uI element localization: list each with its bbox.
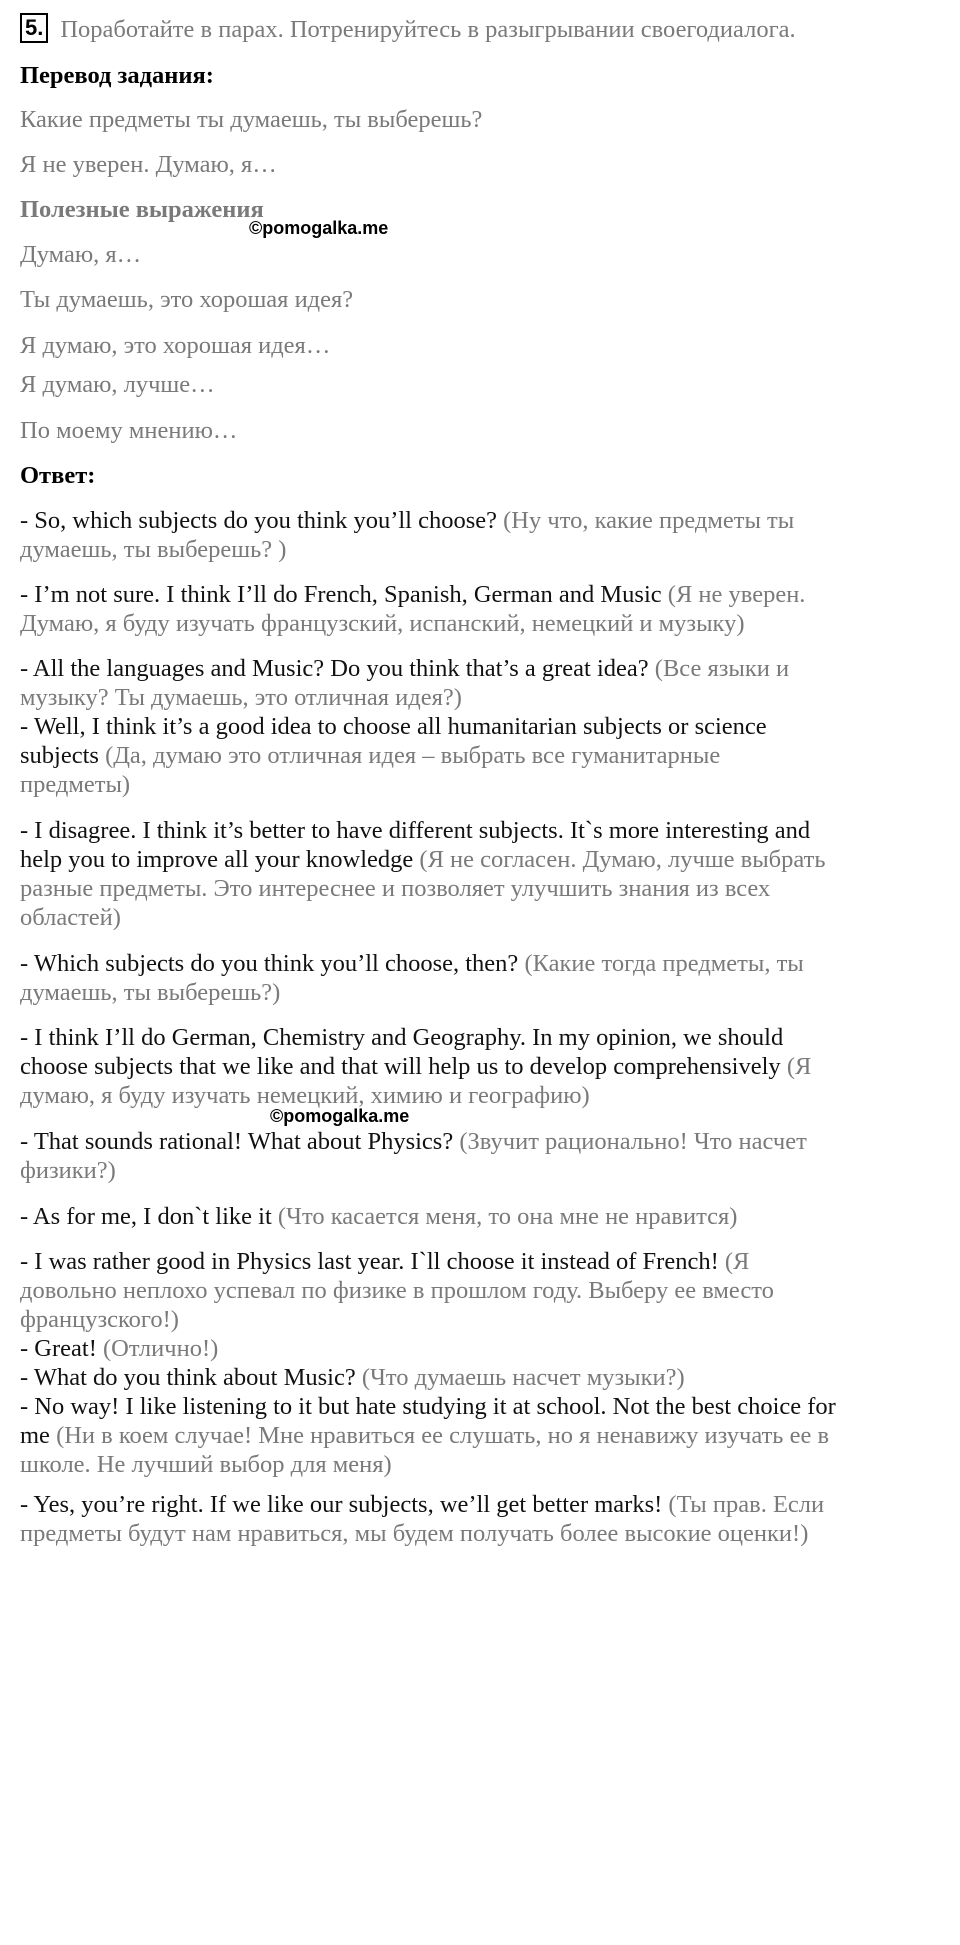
answer-line: музыку? Ты думаешь, это отличная идея?) bbox=[20, 684, 462, 711]
answer-line: французского!) bbox=[20, 1306, 179, 1333]
translation-heading: Перевод задания: bbox=[20, 62, 214, 89]
phrase-item: Ты думаешь, это хорошая идея? bbox=[20, 286, 354, 313]
answer-line: - All the languages and Music? Do you think that’s a great idea? (Все языки и bbox=[20, 655, 790, 682]
answer-line: - As for me, I don`t like it (Что касается меня, то она мне не нравится) bbox=[20, 1203, 738, 1230]
answer-line: - What do you think about Music? (Что думаешь насчет музыки?) bbox=[20, 1364, 685, 1391]
answer-line: - I think I’ll do German, Chemistry and Geography. In my opinion, we should bbox=[20, 1024, 784, 1051]
phrase-item: Я думаю, это хорошая идея… bbox=[20, 332, 331, 359]
answer-line: me (Ни в коем случае! Мне нравиться ее слушать, но я ненавижу изучать ее в bbox=[20, 1422, 830, 1449]
answer-line: - Great! (Отлично!) bbox=[20, 1335, 219, 1362]
task-line bbox=[20, 12, 945, 48]
answer-line: - I was rather good in Physics last year. I`ll choose it instead of French! (Я bbox=[20, 1248, 750, 1275]
phrase-item: Я думаю, лучше… bbox=[20, 371, 215, 398]
watermark: ©pomogalka.me bbox=[270, 1106, 410, 1126]
answer-line: областей) bbox=[20, 904, 121, 931]
answer-line: - Yes, you’re right. If we like our subjects, we’ll get better marks! (Ты прав. Если bbox=[20, 1491, 825, 1518]
answer-line: думаешь, ты выберешь?) bbox=[20, 979, 281, 1006]
answer-line: предметы) bbox=[20, 771, 131, 798]
answer-line: - I disagree. I think it’s better to have different subjects. It`s more interesting and bbox=[20, 817, 811, 844]
answer-line: - Which subjects do you think you’ll choose, then? (Какие тогда предметы, ты bbox=[20, 950, 804, 977]
answer-line: разные предметы. Это интереснее и позволяет улучшить знания из всех bbox=[20, 875, 771, 902]
answer-line: choose subjects that we like and that will help us to develop comprehensively (Я bbox=[20, 1053, 812, 1080]
answer-line: subjects (Да, думаю это отличная идея – выбрать все гуманитарные bbox=[20, 742, 721, 769]
answer-line: думаю, я буду изучать немецкий, химию и географию) bbox=[20, 1082, 590, 1109]
answer-line: - I’m not sure. I think I’ll do French, Spanish, German and Music (Я не уверен. bbox=[20, 581, 806, 608]
answer-line: школе. Не лучший выбор для меня) bbox=[20, 1451, 392, 1478]
phrase-item: Думаю, я… bbox=[20, 241, 142, 268]
translation-line: Я не уверен. Думаю, я… bbox=[20, 151, 277, 178]
answer-line: предметы будут нам нравиться, мы будем получать более высокие оценки!) bbox=[20, 1520, 809, 1547]
answer-line: довольно неплохо успевал по физике в прошлом году. Выберу ее вместо bbox=[20, 1277, 774, 1304]
answer-heading: Ответ: bbox=[20, 462, 96, 489]
answer-line: думаешь, ты выберешь? ) bbox=[20, 536, 287, 563]
answer-line: help you to improve all your knowledge (Я не согласен. Думаю, лучше выбрать bbox=[20, 846, 826, 873]
phrase-item: По моему мнению… bbox=[20, 417, 238, 444]
answer-line: Думаю, я буду изучать французский, испанский, немецкий и музыку) bbox=[20, 610, 745, 637]
translation-line: Какие предметы ты думаешь, ты выберешь? bbox=[20, 106, 483, 133]
watermark: ©pomogalka.me bbox=[249, 218, 389, 238]
task-text: Поработайте в парах. Потренируйтесь в разыгрывании своегодиалога. bbox=[60, 16, 796, 43]
task-number: 5. bbox=[20, 13, 48, 43]
answer-line: - So, which subjects do you think you’ll choose? (Ну что, какие предметы ты bbox=[20, 507, 795, 534]
phrases-heading: Полезные выражения bbox=[20, 196, 264, 223]
answer-line: - Well, I think it’s a good idea to choose all humanitarian subjects or science bbox=[20, 713, 767, 740]
answer-line: - That sounds rational! What about Physics? (Звучит рационально! Что насчет bbox=[20, 1128, 807, 1155]
answer-line: - No way! I like listening to it but hate studying it at school. Not the best choice for bbox=[20, 1393, 836, 1420]
answer-line: физики?) bbox=[20, 1157, 116, 1184]
